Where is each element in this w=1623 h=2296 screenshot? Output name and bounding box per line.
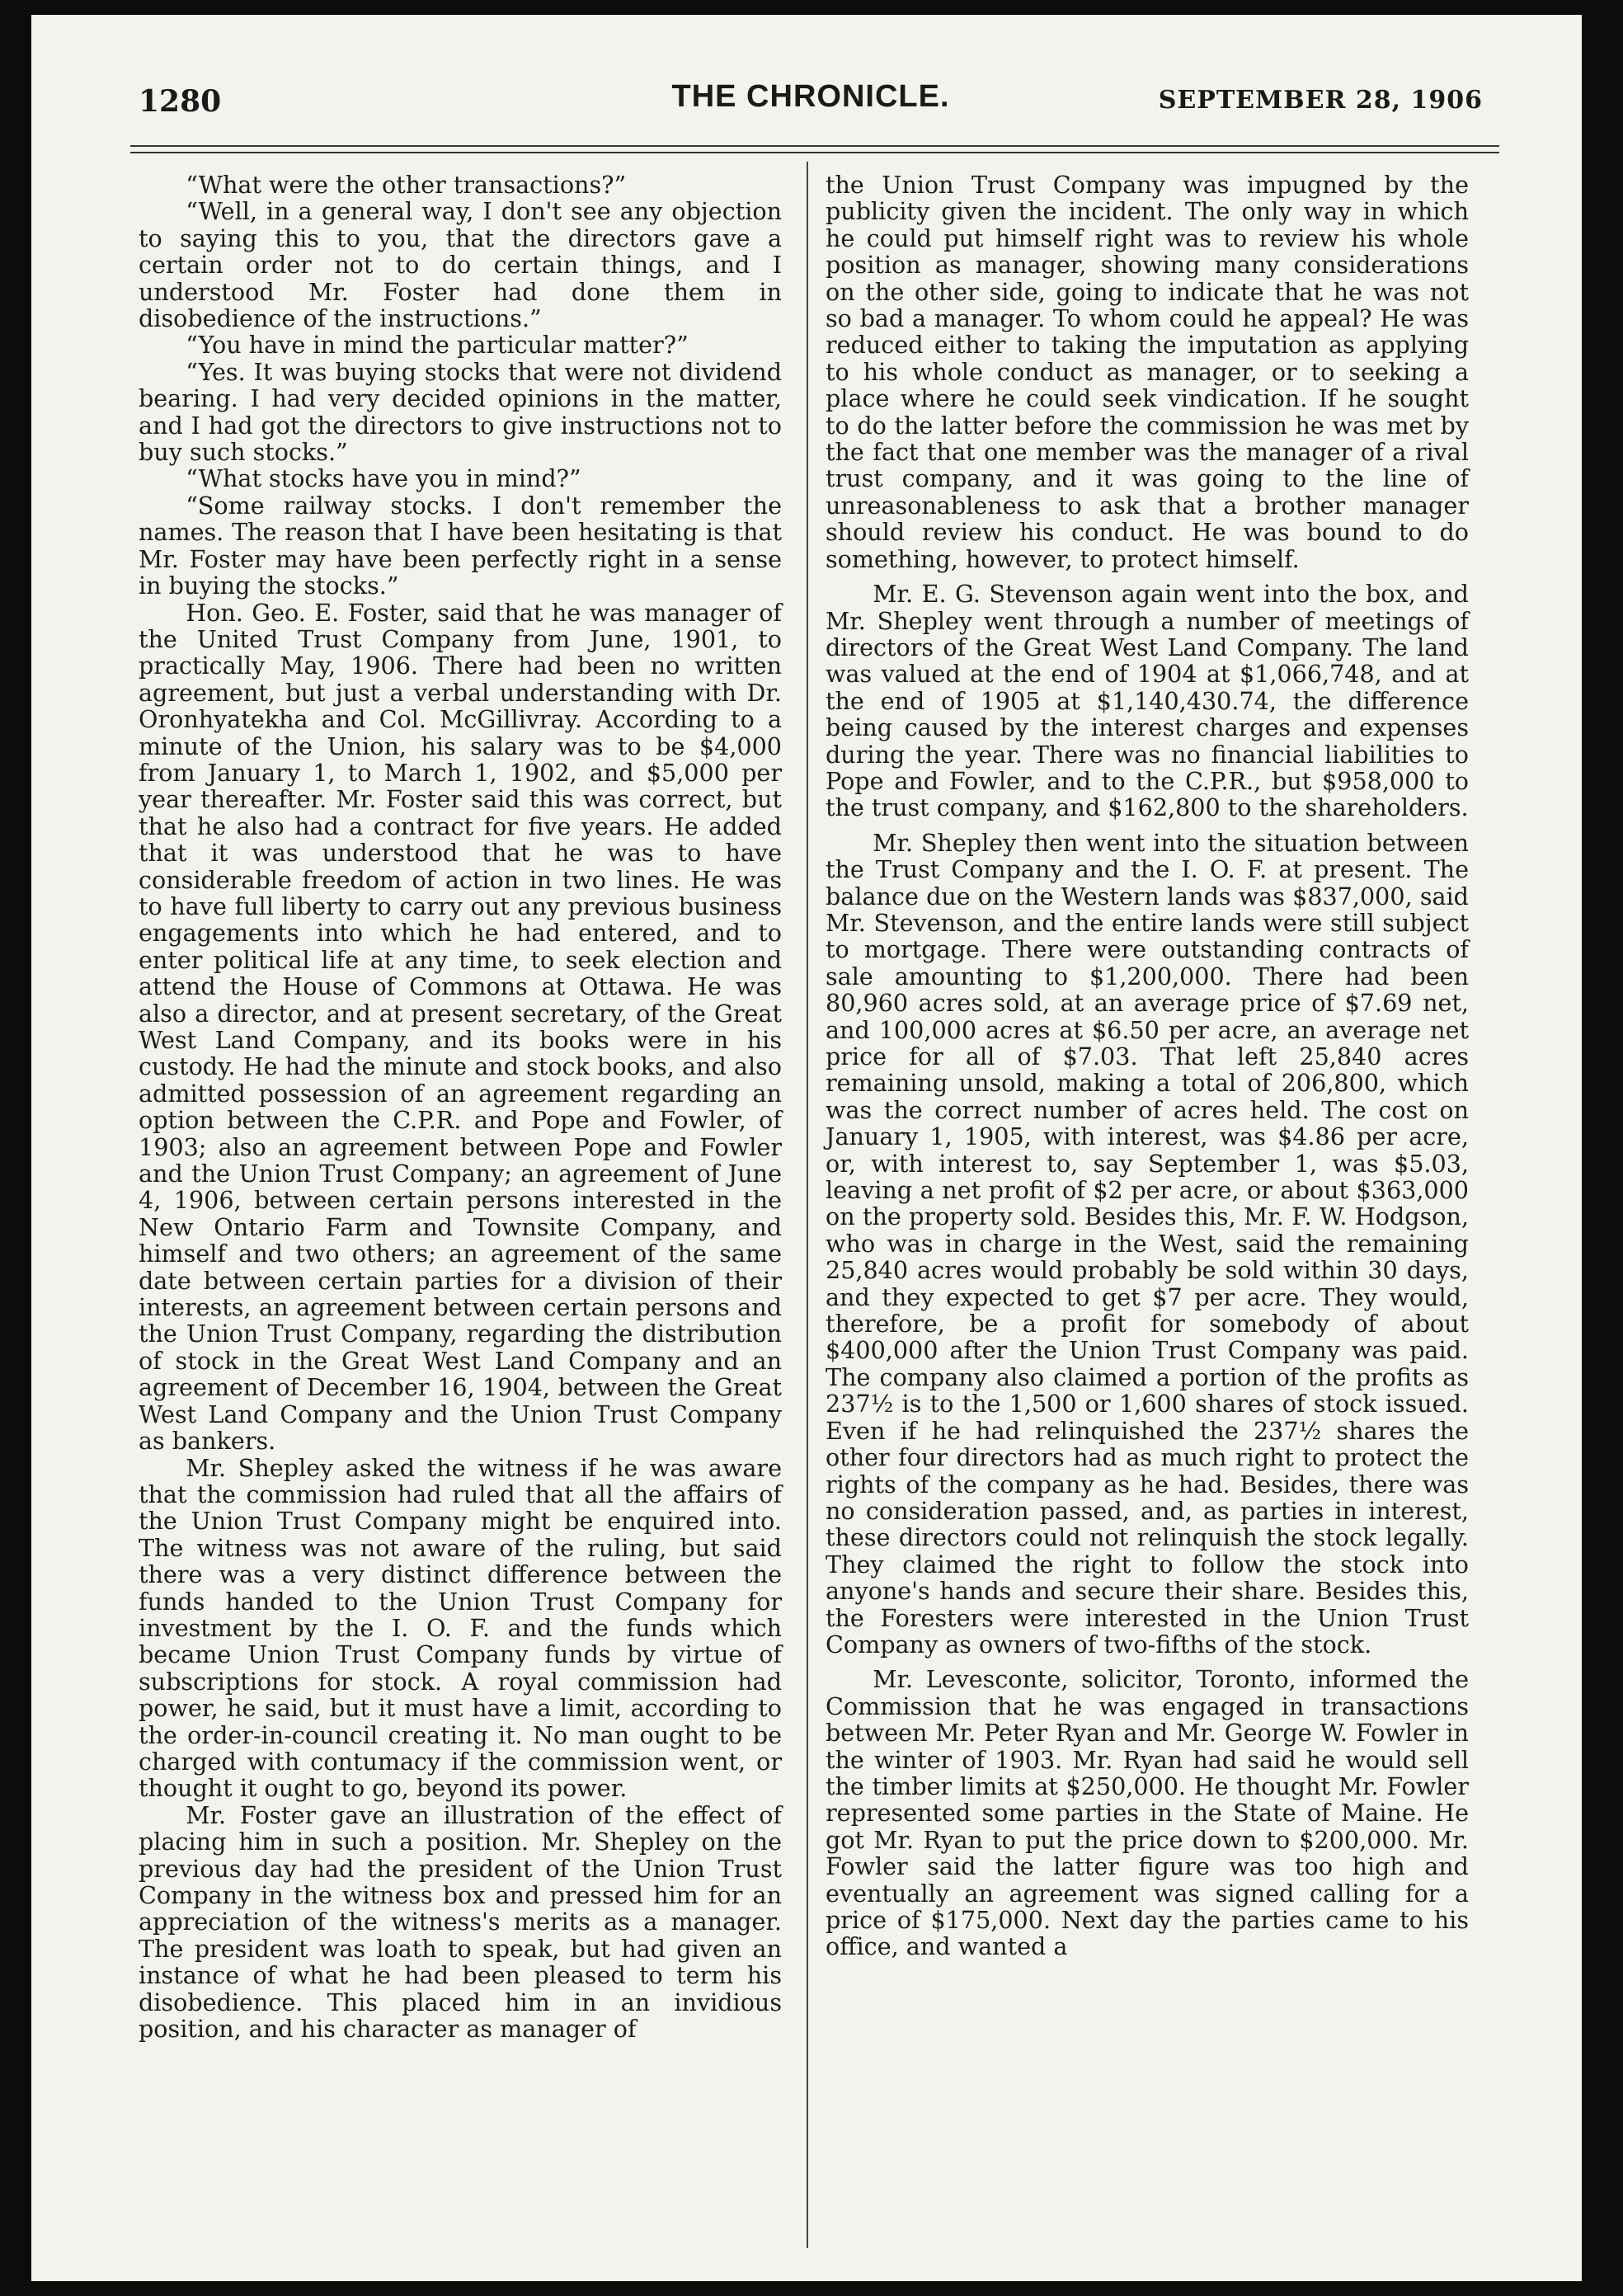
left-paragraph-4: “Yes. It was buying stocks that were not dividend bearing. I had very decided opinions in the matter, and I had got the directors to give instructions not to buy such stocks.” [139,357,782,467]
left-paragraph-6: “Some railway stocks. I don't remember the names. The reason that I have been hesitating is that Mr. Foster may have been perfectly right in a sense in buying the stocks.” [139,491,782,600]
left-column [139,172,782,2042]
newspaper-page [31,15,1582,2281]
right-paragraph-2: Mr. E. G. Stevenson again went into the box, and Mr. Shepley went through a number of meetings of directors of the Great West Land Company. The land was valued at the end of 1904 at $1,066,748, and at the end of 1905 at $1,140,430.74, the difference being caused by the interest charges and expenses during the year. There was no financial liabilities to Pope and Fowler, and to the C.P.R., but $958,000 to the trust company, and $162,800 to the shareholders. [826,580,1469,822]
header-rule-lower [130,152,1499,153]
left-paragraph-1: “What were the other transactions?” [186,171,627,199]
column-divider [807,162,808,2248]
left-paragraph-5: “What stocks have you in mind?” [186,464,581,493]
left-paragraph-2: “Well, in a general way, I don't see any objection to saying this to you, that the directors gave a certain order not to do certain things, and I understood Mr. Foster had done them in disobedience of the instructions.” [139,197,782,333]
page-number: 1280 [139,84,222,119]
right-paragraph-1: the Union Trust Company was impugned by the publicity given the incident. The only way in which he could put himself right was to review his whole position as manager, showing many considerations on the other side, going to indicate that he was not so bad a manager. To whom could he appeal? He was reduced either to taking the imputation as applying to his whole conduct as manager, or to seeking a place where he could seek vindication. If he sought to do the latter before the commission he was met by the fact that one member was the manager of a rival trust company, and it was going to the line of unreasonableness to ask that a brother manager should review his conduct. He was bound to do something, however, to protect himself. [826,171,1469,573]
issue-date: SEPTEMBER 28, 1906 [1158,86,1483,115]
right-paragraph-4: Mr. Levesconte, solicitor, Toronto, informed the Commission that he was engaged in transactions between Mr. Peter Ryan and Mr. George W. Fowler in the winter of 1903. Mr. Ryan had said he would sell the timber limits at $250,000. He thought Mr. Fowler represented some parties in the State of Maine. He got Mr. Ryan to put the price down to $200,000. Mr. Fowler said the latter figure was too high and eventually an agreement was signed calling for a price of $175,000. Next day the parties came to his office, and wanted a [826,1665,1469,1961]
left-paragraph-3: “You have in mind the particular matter?” [186,331,689,360]
header-rule-upper [130,145,1499,147]
left-paragraph-7: Hon. Geo. E. Foster, said that he was manager of the United Trust Company from June, 1901, to practically May, 1906. There had been no written agreement, but just a verbal understanding with Dr. Oronhyatekha and Col. McGillivray. According to a minute of the Union, his salary was to be $4,000 from January 1, to March 1, 1902, and $5,000 per year thereafter. Mr. Foster said this was correct, but that he also had a contract for five years. He added that it was understood that he was to have considerable freedom of action in two lines. He was to have full liberty to carry out any previous business engagements into which he had entered, and to enter political life at any time, to seek election and attend the House of Commons at Ottawa. He was also a director, and at present secretary, of the Great West Land Company, and its books were in his custody. He had the minute and stock books, and also admitted possession of an agreement regarding an option between the C.P.R. and Pope and Fowler, of 1903; also an agreement between Pope and Fowler and the Union Trust Company; an agreement of June 4, 1906, between certain persons interested in the New Ontario Farm and Townsite Company, and himself and two others; an agreement of the same date between certain parties for a division of their interests, an agreement between certain persons and the Union Trust Company, regarding the distribution of stock in the Great West Land Company and an agreement of December 16, 1904, between the Great West Land Company and the Union Trust Company as bankers. [139,598,782,1456]
left-paragraph-9: Mr. Foster gave an illustration of the effect of placing him in such a position. Mr. Shepley on the previous day had the president of the Union Trust Company in the witness box and pressed him for an appreciation of the witness's merits as a manager. The president was loath to speak, but had given an instance of what he had been pleased to term his disobedience. This placed him in an invidious position, and his character as manager of [139,1800,782,2044]
left-paragraph-8: Mr. Shepley asked the witness if he was aware that the commission had ruled that all the affairs of the Union Trust Company might be enquired into. The witness was not aware of the ruling, but said there was a very distinct difference between the funds handed to the Union Trust Company for investment by the I. O. F. and the funds which became Union Trust Company funds by virtue of subscriptions for stock. A royal commission had power, he said, but it must have a limit, according to the order-in-council creating it. No man ought to be charged with contumacy if the commission went, or thought it ought to go, beyond its power. [139,1453,782,1803]
right-column [826,172,1469,1960]
journal-title: THE CHRONICLE. [671,79,950,114]
page-header [139,79,1483,129]
right-paragraph-3: Mr. Shepley then went into the situation between the Trust Company and the I. O. F. at present. The balance due on the Western lands was $837,000, said Mr. Stevenson, and the entire lands were still subject to mortgage. There were outstanding contracts of sale amounting to $1,200,000. There had been 80,960 acres sold, at an average price of $7.69 net, and 100,000 acres at $6.50 per acre, an average net price for all of $7.03. That left 25,840 acres remaining unsold, making a total of 206,800, which was the correct number of acres held. The cost on January 1, 1905, with interest, was $4.86 per acre, or, with interest to, say September 1, was $5.03, leaving a net profit of $2 per acre, or about $363,000 on the property sold. Besides this, Mr. F. W. Hodgson, who was in charge in the West, said the remaining 25,840 acres would probably be sold within 30 days, and they expected to get $7 per acre. They would, therefore, be a profit for somebody of about $400,000 after the Union Trust Company was paid. The company also claimed a portion of the profits as 237½ is to the 1,500 or 1,600 shares of stock issued. Even if he had relinquished the 237½ shares the other four directors had as much right to protect the rights of the company as he had. Besides, there was no consideration passed, and, as parties in interest, these directors could not relinquish the stock legally. They claimed the right to follow the stock into anyone's hands and secure their share. Besides this, the Foresters were interested in the Union Trust Company as owners of two-fifths of the stock. [826,828,1469,1658]
